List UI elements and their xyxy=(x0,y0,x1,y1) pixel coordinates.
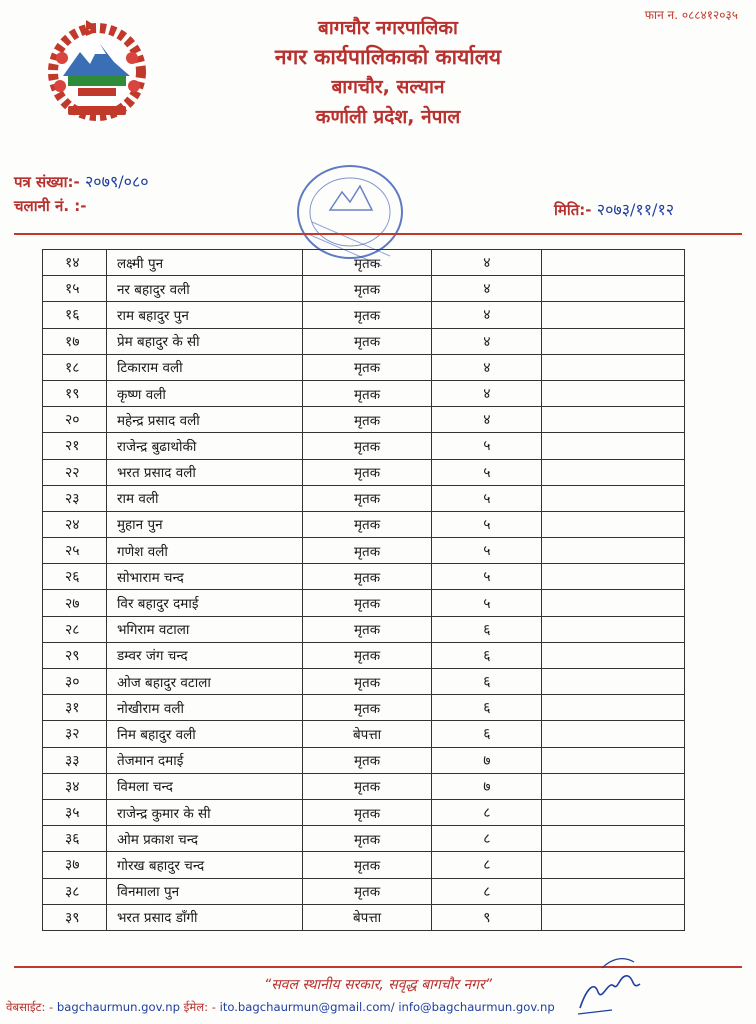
remarks-cell xyxy=(542,538,685,564)
ward-cell: ६ xyxy=(432,616,542,642)
date-label: मिति:- xyxy=(554,201,592,219)
serial-number-cell: १४ xyxy=(43,250,107,276)
name-cell: नर बहादुर वली xyxy=(106,276,302,302)
table-row xyxy=(43,354,685,380)
status-cell: मृतक xyxy=(302,826,432,852)
ward-cell: ४ xyxy=(432,302,542,328)
status-cell: मृतक xyxy=(302,564,432,590)
serial-number-cell: १८ xyxy=(43,354,107,380)
website-label: वेबसाईट: - xyxy=(6,1000,54,1014)
remarks-cell xyxy=(542,485,685,511)
status-cell: मृतक xyxy=(302,669,432,695)
status-cell: मृतक xyxy=(302,433,432,459)
email-link[interactable]: ito.bagchaurmun@gmail.com/ info@bagchaurmun.gov.np xyxy=(219,1000,555,1014)
table-row xyxy=(43,773,685,799)
serial-number-cell: २४ xyxy=(43,511,107,537)
remarks-cell xyxy=(542,328,685,354)
serial-number-cell: ३५ xyxy=(43,799,107,825)
name-cell: टिकाराम वली xyxy=(106,354,302,380)
name-cell: विनमाला पुन xyxy=(106,878,302,904)
ward-cell: ५ xyxy=(432,485,542,511)
table-row xyxy=(43,302,685,328)
ward-cell: ८ xyxy=(432,852,542,878)
serial-number-cell: २७ xyxy=(43,590,107,616)
table-row xyxy=(43,826,685,852)
remarks-cell xyxy=(542,302,685,328)
ward-cell: ५ xyxy=(432,564,542,590)
remarks-cell xyxy=(542,695,685,721)
remarks-cell xyxy=(542,354,685,380)
ward-cell: ८ xyxy=(432,826,542,852)
table-row xyxy=(43,695,685,721)
serial-number-cell: ३४ xyxy=(43,773,107,799)
name-cell: राम वली xyxy=(106,485,302,511)
name-cell: भरत प्रसाद वली xyxy=(106,459,302,485)
status-cell: मृतक xyxy=(302,407,432,433)
status-cell: मृतक xyxy=(302,878,432,904)
ward-cell: ८ xyxy=(432,878,542,904)
ward-cell: ९ xyxy=(432,904,542,930)
serial-number-cell: २५ xyxy=(43,538,107,564)
name-cell: ओम प्रकाश चन्द xyxy=(106,826,302,852)
victims-table xyxy=(42,249,685,931)
website-link[interactable]: bagchaurmun.gov.np xyxy=(56,1000,180,1014)
remarks-cell xyxy=(542,590,685,616)
serial-number-cell: ३० xyxy=(43,669,107,695)
name-cell: ओज बहादुर वटाला xyxy=(106,669,302,695)
table-row xyxy=(43,721,685,747)
name-cell: विमला चन्द xyxy=(106,773,302,799)
status-cell: मृतक xyxy=(302,328,432,354)
table-row xyxy=(43,616,685,642)
file-number: फान न. ०८८४१२०३५ xyxy=(644,8,738,22)
name-cell: तेजमान दमाई xyxy=(106,747,302,773)
letter-number-value: २०७९/०८० xyxy=(84,172,149,191)
ward-cell: ४ xyxy=(432,354,542,380)
letter-date xyxy=(554,198,674,220)
serial-number-cell: ३८ xyxy=(43,878,107,904)
serial-number-cell: २३ xyxy=(43,485,107,511)
remarks-cell xyxy=(542,747,685,773)
name-cell: लक्ष्मी पुन xyxy=(106,250,302,276)
status-cell: मृतक xyxy=(302,642,432,668)
dispatch-number xyxy=(14,196,86,216)
office-location: बागचौर, सल्यान xyxy=(331,76,445,98)
remarks-cell xyxy=(542,642,685,668)
table-row xyxy=(43,747,685,773)
remarks-cell xyxy=(542,799,685,825)
ward-cell: ५ xyxy=(432,433,542,459)
remarks-cell xyxy=(542,564,685,590)
municipality-slogan: “सवल स्थानीय सरकार, सवृद्ध बागचौर नगर” xyxy=(263,977,493,993)
status-cell: मृतक xyxy=(302,538,432,564)
serial-number-cell: १७ xyxy=(43,328,107,354)
serial-number-cell: १५ xyxy=(43,276,107,302)
status-cell: मृतक xyxy=(302,380,432,406)
serial-number-cell: ३१ xyxy=(43,695,107,721)
table-row xyxy=(43,433,685,459)
name-cell: भरत प्रसाद डाँगी xyxy=(106,904,302,930)
table-row xyxy=(43,407,685,433)
name-cell: सोभाराम चन्द xyxy=(106,564,302,590)
status-cell: मृतक xyxy=(302,459,432,485)
ward-cell: ५ xyxy=(432,538,542,564)
serial-number-cell: २१ xyxy=(43,433,107,459)
ward-cell: ४ xyxy=(432,328,542,354)
date-value: २०७३/११/१२ xyxy=(596,200,675,219)
table-row xyxy=(43,459,685,485)
status-cell: मृतक xyxy=(302,250,432,276)
serial-number-cell: १६ xyxy=(43,302,107,328)
header-divider xyxy=(14,233,742,235)
serial-number-cell: ३७ xyxy=(43,852,107,878)
ward-cell: ५ xyxy=(432,511,542,537)
name-cell: नोखीराम वली xyxy=(106,695,302,721)
status-cell: मृतक xyxy=(302,590,432,616)
office-header xyxy=(0,14,756,132)
ward-cell: ५ xyxy=(432,590,542,616)
serial-number-cell: ३३ xyxy=(43,747,107,773)
table-row xyxy=(43,852,685,878)
name-cell: महेन्द्र प्रसाद वली xyxy=(106,407,302,433)
remarks-cell xyxy=(542,669,685,695)
letter-number-label: पत्र संख्या:- xyxy=(14,173,80,191)
remarks-cell xyxy=(542,852,685,878)
remarks-cell xyxy=(542,380,685,406)
table-row xyxy=(43,250,685,276)
table-row xyxy=(43,878,685,904)
ward-cell: ४ xyxy=(432,250,542,276)
dispatch-number-label: चलानी नं. :- xyxy=(14,197,87,215)
status-cell: बेपत्ता xyxy=(302,904,432,930)
name-cell: भगिराम वटाला xyxy=(106,616,302,642)
email-label: ईमेल: - xyxy=(183,1000,216,1014)
status-cell: मृतक xyxy=(302,302,432,328)
status-cell: मृतक xyxy=(302,485,432,511)
serial-number-cell: २८ xyxy=(43,616,107,642)
ward-cell: ६ xyxy=(432,642,542,668)
status-cell: मृतक xyxy=(302,747,432,773)
table-row xyxy=(43,538,685,564)
remarks-cell xyxy=(542,433,685,459)
serial-number-cell: ३९ xyxy=(43,904,107,930)
serial-number-cell: ३२ xyxy=(43,721,107,747)
serial-number-cell: २२ xyxy=(43,459,107,485)
serial-number-cell: १९ xyxy=(43,380,107,406)
municipality-name: बागचौर नगरपालिका xyxy=(318,17,458,39)
table-row xyxy=(43,380,685,406)
table-row xyxy=(43,511,685,537)
remarks-cell xyxy=(542,250,685,276)
table-row xyxy=(43,799,685,825)
status-cell: मृतक xyxy=(302,616,432,642)
name-cell: प्रेम बहादुर के सी xyxy=(106,328,302,354)
letter-number xyxy=(14,170,149,192)
remarks-cell xyxy=(542,878,685,904)
remarks-cell xyxy=(542,904,685,930)
ward-cell: ४ xyxy=(432,407,542,433)
table-row xyxy=(43,590,685,616)
ward-cell: ६ xyxy=(432,695,542,721)
name-cell: राम बहादुर पुन xyxy=(106,302,302,328)
name-cell: गोरख बहादुर चन्द xyxy=(106,852,302,878)
ward-cell: ७ xyxy=(432,773,542,799)
name-cell: कृष्ण वली xyxy=(106,380,302,406)
contact-info xyxy=(6,1000,750,1015)
serial-number-cell: २० xyxy=(43,407,107,433)
status-cell: मृतक xyxy=(302,773,432,799)
status-cell: बेपत्ता xyxy=(302,721,432,747)
status-cell: मृतक xyxy=(302,695,432,721)
ward-cell: ७ xyxy=(432,747,542,773)
serial-number-cell: २९ xyxy=(43,642,107,668)
remarks-cell xyxy=(542,407,685,433)
remarks-cell xyxy=(542,616,685,642)
ward-cell: ६ xyxy=(432,721,542,747)
ward-cell: ६ xyxy=(432,669,542,695)
name-cell: गणेश वली xyxy=(106,538,302,564)
table-row xyxy=(43,485,685,511)
status-cell: मृतक xyxy=(302,511,432,537)
office-name: नगर कार्यपालिकाको कार्यालय xyxy=(274,45,502,69)
name-cell: मुहान पुन xyxy=(106,511,302,537)
ward-cell: ४ xyxy=(432,276,542,302)
remarks-cell xyxy=(542,773,685,799)
table-row xyxy=(43,642,685,668)
name-cell: राजेन्द्र बुढाथोकी xyxy=(106,433,302,459)
office-province: कर्णाली प्रदेश, नेपाल xyxy=(315,106,461,128)
table-row xyxy=(43,328,685,354)
status-cell: मृतक xyxy=(302,354,432,380)
remarks-cell xyxy=(542,511,685,537)
remarks-cell xyxy=(542,826,685,852)
table-row xyxy=(43,564,685,590)
ward-cell: ५ xyxy=(432,459,542,485)
name-cell: विर बहादुर दमाई xyxy=(106,590,302,616)
name-cell: निम बहादुर वली xyxy=(106,721,302,747)
table-row xyxy=(43,669,685,695)
table-row xyxy=(43,904,685,930)
ward-cell: ८ xyxy=(432,799,542,825)
name-cell: डम्वर जंग चन्द xyxy=(106,642,302,668)
serial-number-cell: २६ xyxy=(43,564,107,590)
status-cell: मृतक xyxy=(302,276,432,302)
remarks-cell xyxy=(542,721,685,747)
remarks-cell xyxy=(542,459,685,485)
status-cell: मृतक xyxy=(302,799,432,825)
name-cell: राजेन्द्र कुमार के सी xyxy=(106,799,302,825)
serial-number-cell: ३६ xyxy=(43,826,107,852)
remarks-cell xyxy=(542,276,685,302)
ward-cell: ४ xyxy=(432,380,542,406)
table-row xyxy=(43,276,685,302)
status-cell: मृतक xyxy=(302,852,432,878)
